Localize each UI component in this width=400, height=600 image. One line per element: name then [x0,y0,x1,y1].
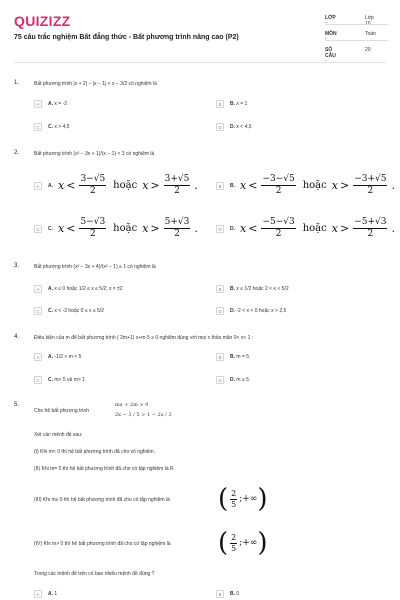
q2-option-c-math [58,217,200,240]
option-prefix: C. [48,226,53,232]
header-divider [14,62,386,63]
option-label [48,101,67,107]
option-text: m> 5 và m> 1 [54,377,85,383]
q4-option-d[interactable] [216,374,249,386]
option-prefix: C. [48,124,53,130]
math-fraction [261,217,295,240]
option-letter-box: B [216,100,224,108]
question-2-number: 2. [14,150,20,156]
option-letter-box: A [34,590,42,598]
option-label [48,308,104,314]
q3-option-c[interactable] [34,305,104,317]
q3-option-d[interactable] [216,305,286,317]
question-1-text: Bất phương trình |x + 2| − |x − 1| < x − 3/2 có nghiệm là [34,81,157,87]
math-var: x [240,222,247,235]
option-label [48,377,85,383]
frac-den: 5 [231,543,237,553]
option-letter-box: A [34,285,42,293]
frac-den: 2 [89,186,96,196]
question-3-text: Bất phương trình (x² − 3x + 4)/(x² − 1) ≥ 1 có nghiệm là [34,264,156,270]
math-rel: < [248,222,258,235]
q1-option-c[interactable] [34,121,70,133]
q5-statement-3: (III) Khi m≥ 0 thì hệ bất phương trình đã cho có tập nghiệm là [34,497,170,503]
option-prefix: A. [48,183,53,189]
math-or: hoặc [113,180,138,191]
frac-den: 2 [275,229,282,239]
option-text: x ≤ 0 hoặc 1/2 ≤ x ≤ 5/2; x ≠ ±2 [54,286,123,292]
q5-lead: Xét các mệnh đề sau: [34,432,83,438]
q5-statement-2: (II) Khi m= 0 thì hệ bất phương trình đã cho có tập nghiệm là R [34,466,174,472]
meta-divider [325,24,388,25]
option-prefix: B. [230,591,235,597]
option-label [48,591,57,597]
option-label [230,377,249,383]
question-2-text: Bất phương trình (x² − 3x + 1)/(x − 1) < 3 có nghiệm là [34,151,155,157]
option-text: m = 5 [236,354,250,360]
option-label [230,308,286,314]
option-letter-box: C [34,307,42,315]
option-label [230,354,249,360]
math-dot: . [391,222,395,235]
option-label [230,226,235,232]
math-or: hoặc [302,223,327,234]
q2-option-b-math [240,174,397,197]
q5-interval-4 [218,530,267,556]
meta-count-value: 20 [365,47,371,53]
option-letter-box: C [34,123,42,131]
option-prefix: A. [48,354,53,360]
option-text: x = -2 [54,101,68,107]
math-var: x [142,222,149,235]
frac-num: 2 [231,532,237,542]
option-label [230,286,289,292]
option-letter-box: D [216,376,224,384]
option-text: m ≥ 5 [236,377,249,383]
option-letter-box: B [216,590,224,598]
frac-den: 5 [231,499,237,509]
q1-option-b[interactable] [216,98,247,110]
option-prefix: D. [230,308,235,314]
question-5-number: 5. [14,402,20,408]
question-4-text: Điều kiện của m để bất phương trình ( 2m+1) x+m-5 ≥ 0 nghiệm đúng với mọi x thỏa mãn 0< x< 1 : [34,335,254,341]
math-fraction [353,217,387,240]
math-fraction [353,174,387,197]
q5-system-line-1: mx + 2m > 0 [115,402,149,408]
q5-option-a[interactable] [34,588,57,600]
math-dot: . [194,222,198,235]
option-prefix: C. [48,377,53,383]
option-text: x > 4,5 [54,124,70,130]
q3-option-b[interactable] [216,283,289,295]
q5-statement-4: (IV) Khi m> 0 thì hệ bất phương trình đã cho có tập nghiệm là [34,541,171,547]
math-or: hoặc [113,223,138,234]
frac-num: 5−√3 [80,217,106,227]
frac-den: 2 [89,229,96,239]
quizizz-logo: QUIZIZZ [14,13,71,29]
q4-option-c[interactable] [34,374,85,386]
q1-option-d[interactable] [216,121,252,133]
option-text: x < 4,5 [236,124,252,130]
q5-option-b[interactable] [216,588,239,600]
interval-bracket: ) [257,528,268,558]
interval-bracket: ( [218,484,229,514]
document-title: 75 câu trắc nghiệm Bất đẳng thức - Bất phương trình nâng cao (P2) [14,34,239,41]
meta-subject-value: Toán [365,31,376,37]
frac-den: 2 [367,186,374,196]
math-fraction [230,489,237,510]
option-label [48,354,81,360]
frac-num: −5+√3 [354,217,387,227]
option-label [230,591,239,597]
option-prefix: A. [48,591,53,597]
math-rel: > [150,222,160,235]
option-label [48,183,53,189]
math-var: x [58,179,65,192]
question-4-number: 4. [14,334,20,340]
option-text: x = 1 [236,101,248,107]
q3-option-a[interactable] [34,283,123,295]
math-fraction [164,174,191,197]
q2-option-a[interactable] [34,180,53,192]
frac-num: 2 [231,488,237,498]
q2-option-a-math [58,174,200,197]
math-var: x [58,222,65,235]
option-letter-box: D [216,123,224,131]
option-text: x < -2 hoặc 0 ≤ x ≤ 5/2 [54,308,104,314]
question-3-number: 3. [14,263,20,269]
option-letter-box: B [216,353,224,361]
option-letter-box: B [216,285,224,293]
q5-system-line-2: 2x − 3 / 5 > 1 − 2x / 3 [115,412,172,418]
math-rel: > [150,179,160,192]
q4-option-a[interactable] [34,351,81,363]
q2-option-d[interactable] [216,223,235,235]
meta-count-label: SỐ CÂU : [325,47,336,65]
option-letter-box: A [34,182,42,190]
q5-question: Trong các mệnh đề trên có bao nhiêu mệnh đề đúng ? [34,571,155,577]
math-rel: > [339,222,350,235]
option-letter-box: D [216,225,224,233]
option-label [48,286,123,292]
interval-infinity: ;+∞ [239,494,258,504]
option-text: -1/2 < m < 5 [54,354,82,360]
option-letter-box: A [34,353,42,361]
math-rel: < [66,222,76,235]
math-rel: < [248,179,258,192]
frac-num: −5−√3 [262,217,295,227]
math-rel: < [66,179,76,192]
option-letter-box: C [34,225,42,233]
q5-interval-3 [218,486,267,512]
math-fraction [79,174,106,197]
math-fraction [261,174,295,197]
frac-num: −3+√5 [354,174,387,184]
option-prefix: D. [230,377,235,383]
math-dot: . [391,179,395,192]
question-1-number: 1. [14,80,20,86]
option-text: 0 [236,591,240,597]
math-var: x [331,222,338,235]
option-prefix: D. [230,226,235,232]
frac-den: 2 [174,229,180,239]
option-prefix: B. [230,354,235,360]
frac-den: 2 [275,186,282,196]
frac-num: 5+√3 [164,217,190,227]
option-text: x ≤ 1/2 hoặc 2 < x < 5/2 [236,286,289,292]
option-prefix: A. [48,101,53,107]
interval-infinity: ;+∞ [239,538,258,548]
interval-bracket: ( [218,528,229,558]
option-prefix: B. [230,286,235,292]
meta-class-value: Lớp 10 [365,15,374,27]
frac-num: 3−√5 [80,174,106,184]
option-label [230,124,252,130]
option-prefix: A. [48,286,53,292]
frac-den: 2 [367,229,374,239]
option-prefix: B. [230,183,235,189]
math-fraction [79,217,106,240]
math-fraction [230,533,237,554]
math-or: hoặc [302,180,327,191]
frac-num: −3−√5 [262,174,295,184]
option-text: -2 < x < 0 hoặc x > 2,5 [236,308,287,314]
option-prefix: C. [48,308,53,314]
option-label [230,101,247,107]
q2-option-b[interactable] [216,180,235,192]
option-letter-box: C [34,376,42,384]
option-letter-box: D [216,307,224,315]
math-var: x [240,179,247,192]
frac-den: 2 [174,186,180,196]
math-fraction [164,217,191,240]
option-prefix: D. [230,124,235,130]
q2-option-c[interactable] [34,223,53,235]
option-label [48,226,53,232]
q2-option-d-math [240,217,397,240]
q5-statement-1: (I) Khi m< 0 thì hệ bất phương trình đã cho vô nghiệm. [34,449,155,455]
interval-bracket: ) [257,484,268,514]
option-letter-box: A [34,100,42,108]
option-label [230,183,235,189]
math-rel: > [339,179,350,192]
frac-num: 3+√5 [164,174,190,184]
q4-option-b[interactable] [216,351,249,363]
meta-divider [325,40,388,41]
option-prefix: B. [230,101,235,107]
math-dot: . [194,179,198,192]
math-var: x [142,179,149,192]
option-label [48,124,70,130]
math-var: x [331,179,338,192]
option-text: 1 [54,591,58,597]
option-letter-box: B [216,182,224,190]
question-5-text: Cho hệ bất phương trình [34,408,89,414]
q1-option-a[interactable] [34,98,67,110]
meta-class-label: LỚP : [325,15,336,27]
meta-subject-label: MÔN : [325,31,337,43]
